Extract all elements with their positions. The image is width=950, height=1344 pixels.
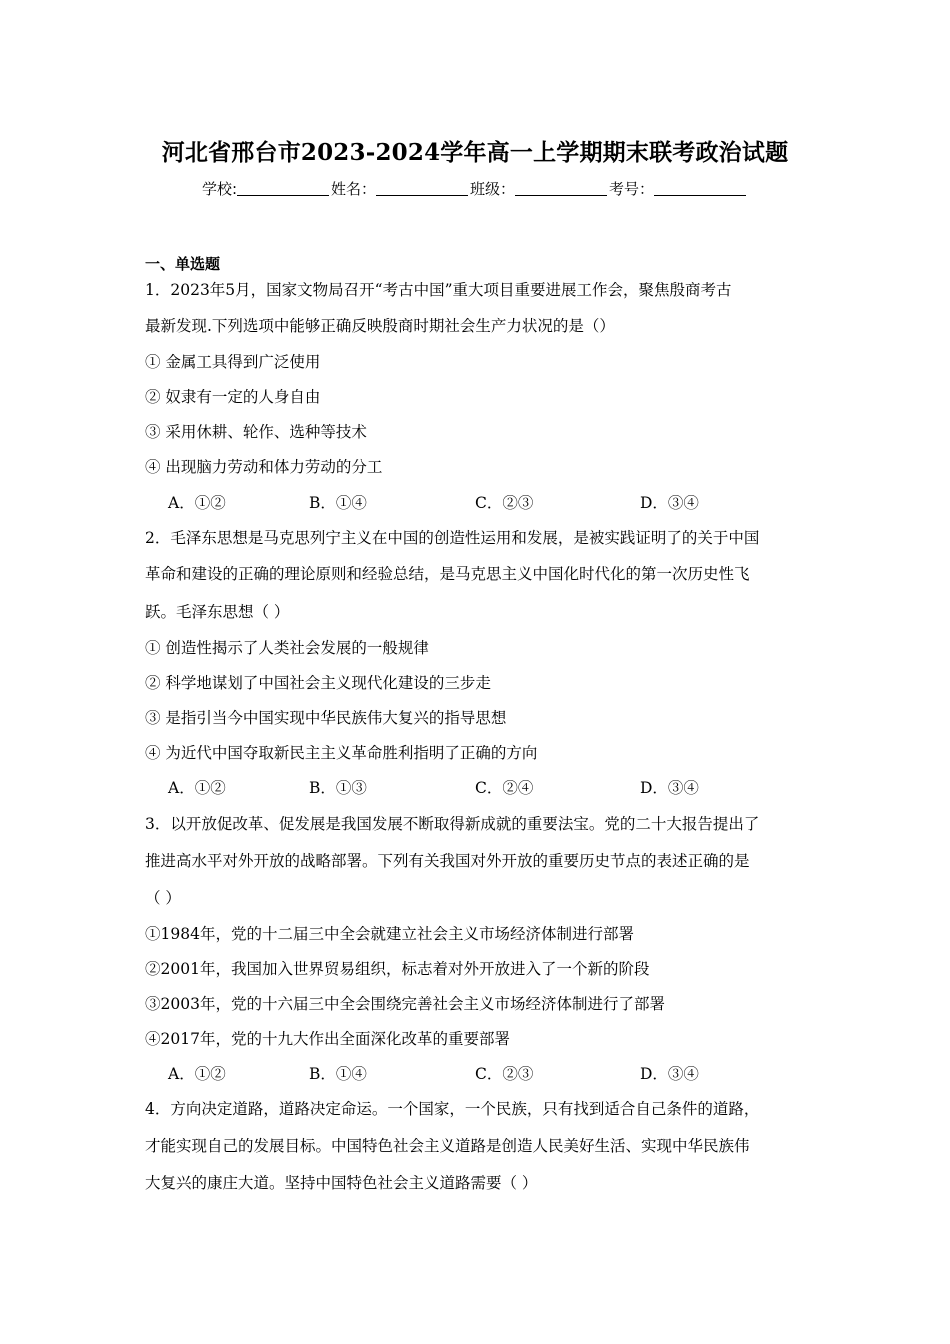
q2-choice-a[interactable]: A．①② [168, 779, 226, 797]
q3-choice-d[interactable]: D．③④ [640, 1065, 699, 1083]
q3-option: ②2001年，我国加入世界贸易组织，标志着对外开放进入了一个新的阶段 [145, 960, 650, 978]
q1-option: ② 奴隶有一定的人身自由 [145, 388, 321, 406]
q1-stem-line: 最新发现.下列选项中能够正确反映殷商时期社会生产力状况的是（） [145, 317, 615, 335]
q3-stem-line: 推进高水平对外开放的战略部署。下列有关我国对外开放的重要历史节点的表述正确的是 [145, 852, 750, 870]
q4-stem-line: 才能实现自己的发展目标。中国特色社会主义道路是创造人民美好生活、实现中华民族伟 [145, 1137, 750, 1155]
exam-number-blank[interactable] [654, 181, 746, 196]
student-info-row [0, 178, 950, 199]
name-label: 姓名： [331, 180, 377, 198]
q2-option: ① 创造性揭示了人类社会发展的一般规律 [145, 639, 429, 657]
q1-choice-c[interactable]: C．②③ [475, 494, 534, 512]
q3-stem-line: （ ） [145, 889, 181, 907]
name-blank[interactable] [376, 181, 468, 196]
q3-choice-a[interactable]: A．①② [168, 1065, 226, 1083]
q2-stem-line: 2．毛泽东思想是马克思列宁主义在中国的创造性运用和发展，是被实践证明了的关于中国 [145, 529, 760, 547]
q1-choice-a[interactable]: A．①② [168, 494, 226, 512]
class-blank[interactable] [515, 181, 607, 196]
school-label: 学校: [201, 180, 237, 198]
q3-option: ③2003年，党的十六届三中全会围绕完善社会主义市场经济体制进行了部署 [145, 995, 665, 1013]
q2-option: ② 科学地谋划了中国社会主义现代化建设的三步走 [145, 674, 491, 692]
q3-option: ①1984年，党的十二届三中全会就建立社会主义市场经济体制进行部署 [145, 925, 634, 943]
q2-choice-d[interactable]: D．③④ [640, 779, 699, 797]
q1-option: ③ 采用休耕、轮作、选种等技术 [145, 423, 367, 441]
q3-choice-c[interactable]: C．②③ [475, 1065, 534, 1083]
q2-stem-line: 革命和建设的正确的理论原则和经验总结，是马克思主义中国化时代化的第一次历史性飞 [145, 565, 750, 583]
q3-stem-line: 3．以开放促改革、促发展是我国发展不断取得新成就的重要法宝。党的二十大报告提出了 [145, 815, 760, 833]
q2-choice-b[interactable]: B．①③ [309, 779, 367, 797]
class-label: 班级： [470, 180, 516, 198]
q1-option: ① 金属工具得到广泛使用 [145, 353, 321, 371]
q1-choice-d[interactable]: D．③④ [640, 494, 699, 512]
q1-option: ④ 出现脑力劳动和体力劳动的分工 [145, 458, 383, 476]
q3-choice-b[interactable]: B．①④ [309, 1065, 367, 1083]
q1-stem-line: 1．2023年5月，国家文物局召开“考古中国”重大项目重要进展工作会，聚焦殷商考古 [145, 281, 732, 299]
school-blank[interactable] [237, 181, 329, 196]
q4-stem-line: 4．方向决定道路，道路决定命运。一个国家，一个民族，只有找到适合自己条件的道路， [145, 1100, 760, 1118]
page-title: 河北省邢台市2023-2024学年高一上学期期末联考政治试题 [161, 139, 789, 166]
section-heading: 一、单选题 [145, 255, 221, 273]
q3-option: ④2017年，党的十九大作出全面深化改革的重要部署 [145, 1030, 510, 1048]
q1-choice-b[interactable]: B．①④ [309, 494, 367, 512]
q2-stem-line: 跃。毛泽东思想（ ） [145, 603, 290, 621]
q2-option: ④ 为近代中国夺取新民主主义革命胜利指明了正确的方向 [145, 744, 538, 762]
exam-number-label: 考号： [609, 180, 655, 198]
q4-stem-line: 大复兴的康庄大道。坚持中国特色社会主义道路需要（ ） [145, 1174, 538, 1192]
q2-choice-c[interactable]: C．②④ [475, 779, 534, 797]
q2-option: ③ 是指引当今中国实现中华民族伟大复兴的指导思想 [145, 709, 507, 727]
